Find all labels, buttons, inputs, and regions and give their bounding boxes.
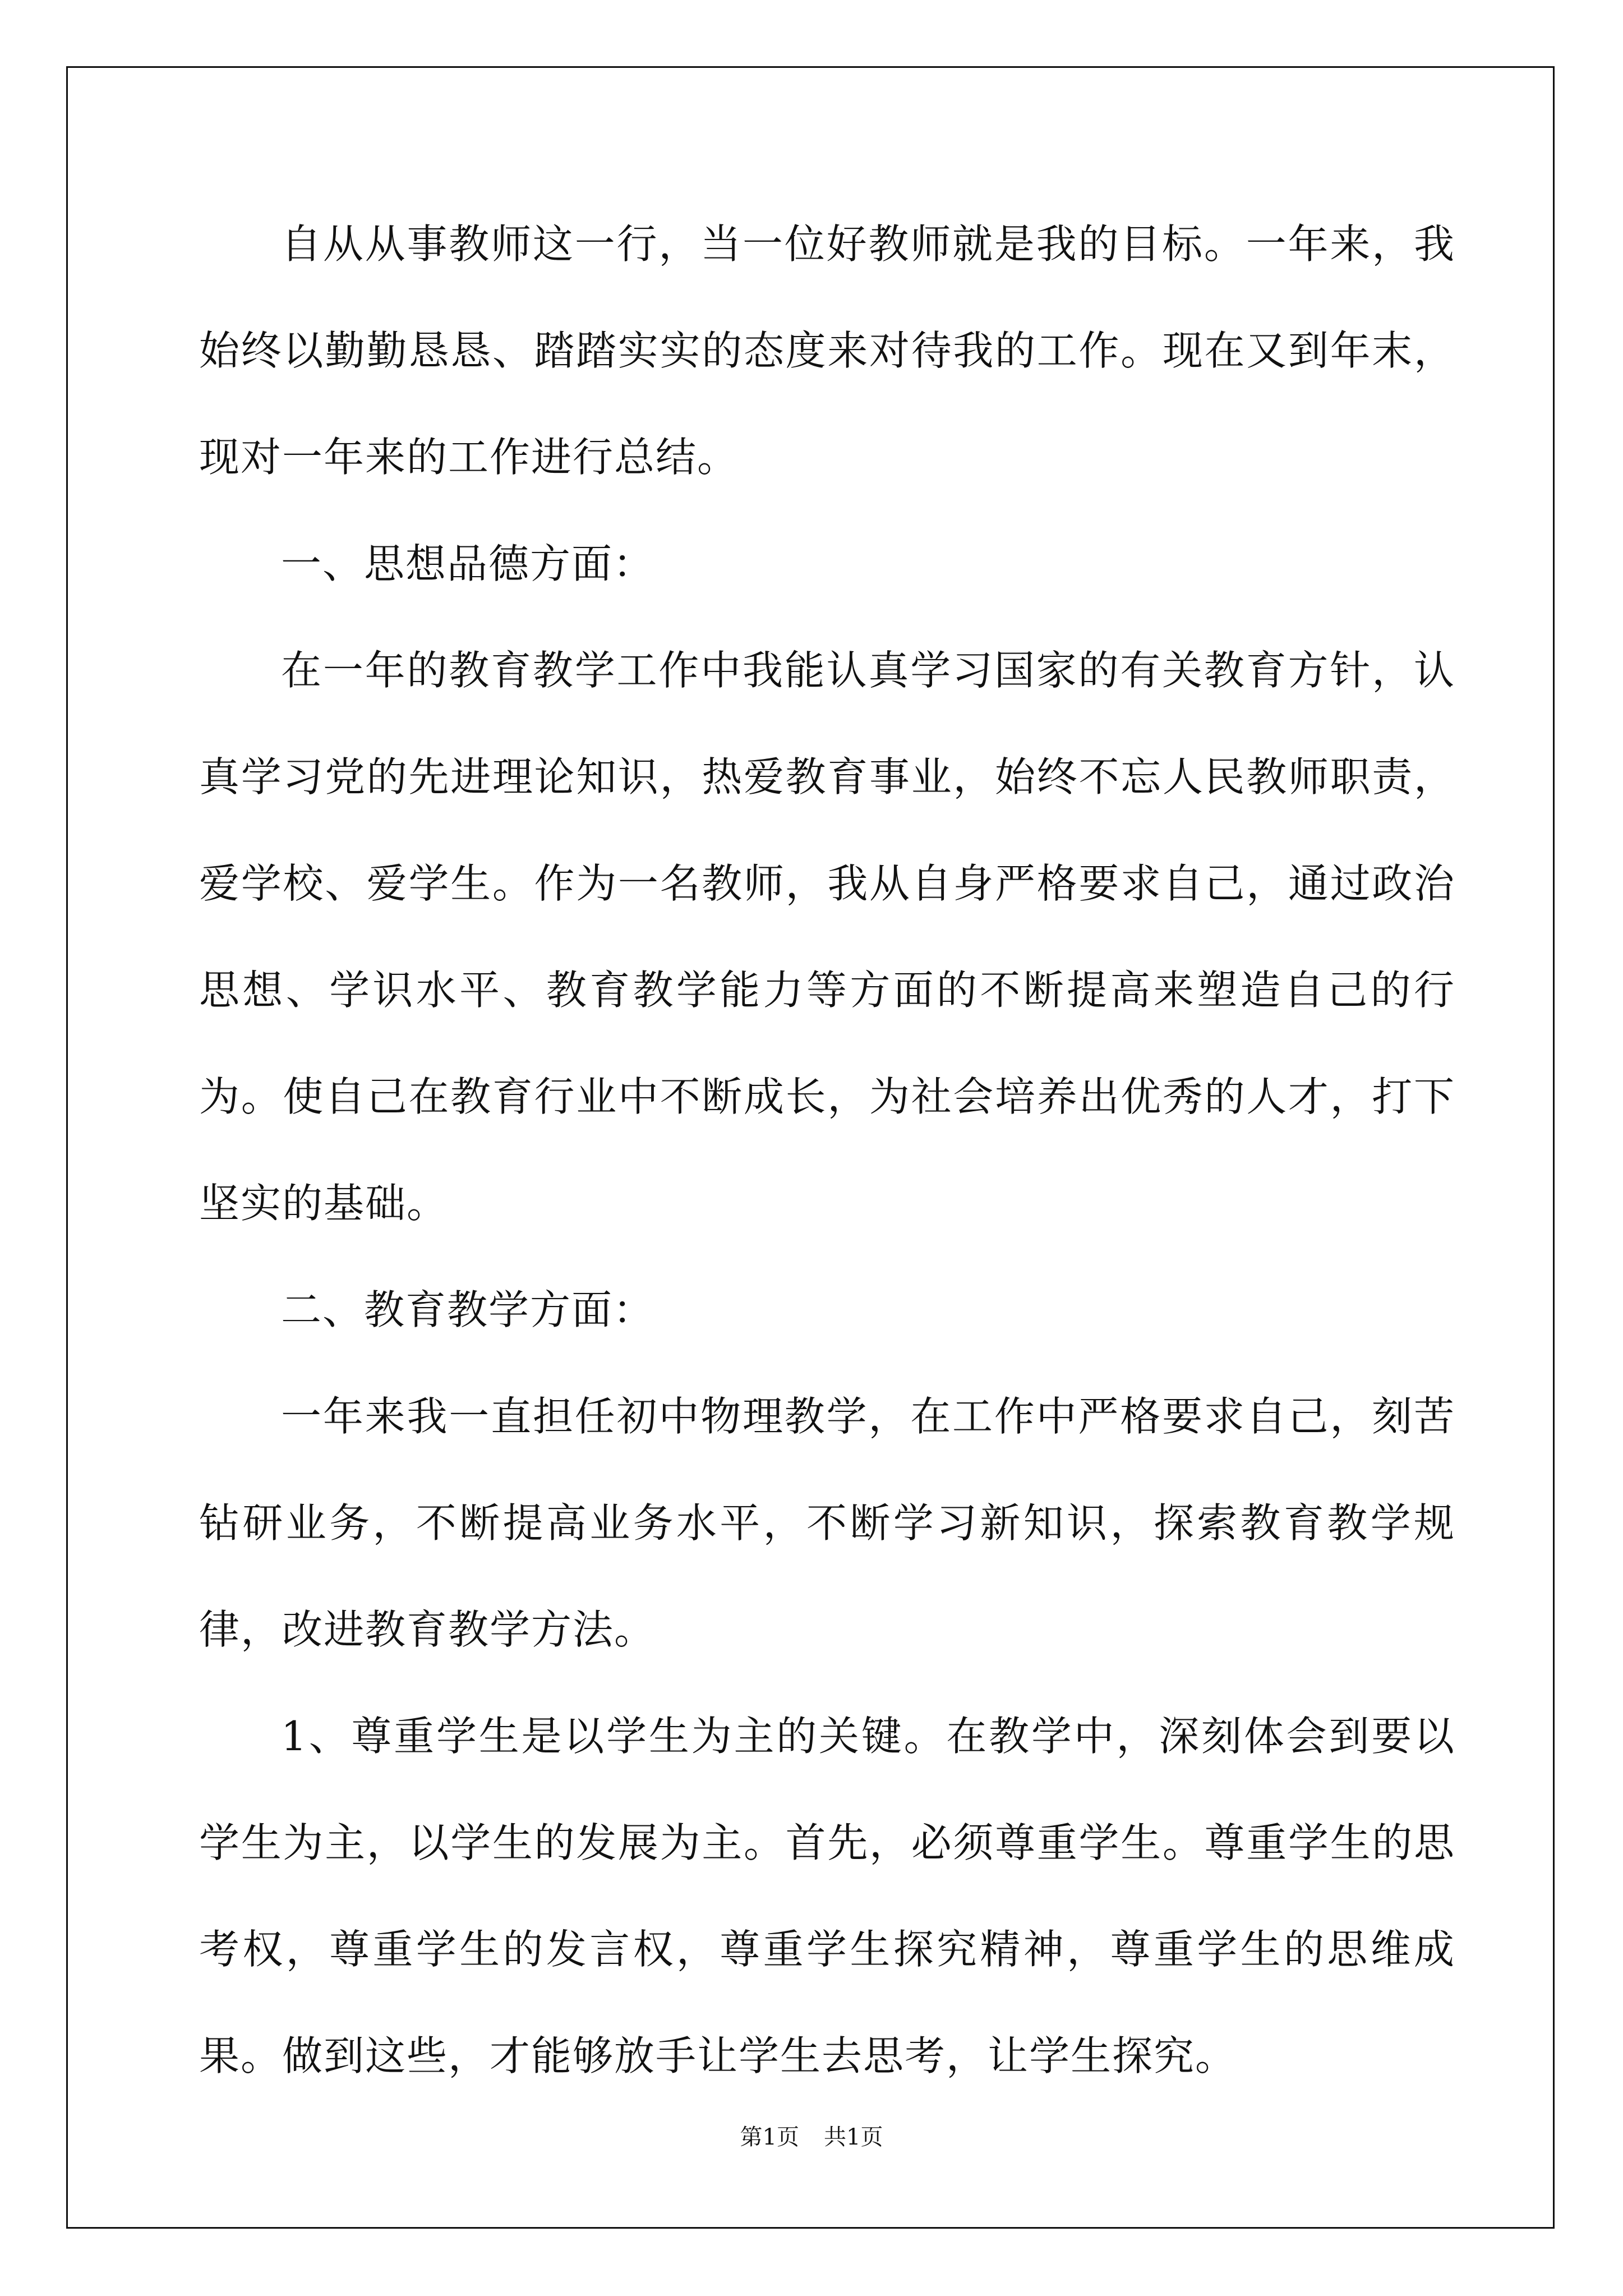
paragraph-respect-students: 1、尊重学生是以学生为主的关键。在教学中，深刻体会到要以学生为主，以学生的发展为主。首先，必须尊重学生。尊重学生的思考权，尊重学生的发言权，尊重学生探究精神，尊重学生的思维成果。做到这些，才能够放手让学生去思考，让学生探究。 xyxy=(199,1713,1455,2079)
paragraph-moral-character: 在一年的教育教学工作中我能认真学习国家的有关教育方针，认真学习党的先进理论知识，热爱教育事业，始终不忘人民教师职责，爱学校、爱学生。作为一名教师，我从自身严格要求自己，通过政治思想、学识水平、教育教学能力等方面的不断提高来塑造自己的行为。使自己在教育行业中不断成长，为社会培养出优秀的人才，打下坚实的基础。 xyxy=(199,647,1455,1227)
paragraph-intro: 自从从事教师这一行，当一位好教师就是我的目标。一年来，我始终以勤勤恳恳、踏踏实实的态度来对待我的工作。现在又到年末，现对一年来的工作进行总结。 xyxy=(199,220,1455,481)
page-footer xyxy=(0,2120,1623,2154)
document-body xyxy=(199,191,1455,2109)
heading-teaching: 二、教育教学方面： xyxy=(281,1286,655,1333)
page-number: 第1页 xyxy=(740,2124,799,2150)
heading-moral-character: 一、思想品德方面： xyxy=(281,540,655,587)
paragraph-teaching: 一年来我一直担任初中物理教学，在工作中严格要求自己，刻苦钻研业务，不断提高业务水平，不断学习新知识，探索教育教学规律，改进教育教学方法。 xyxy=(199,1393,1455,1653)
page-total: 共1页 xyxy=(824,2124,883,2150)
